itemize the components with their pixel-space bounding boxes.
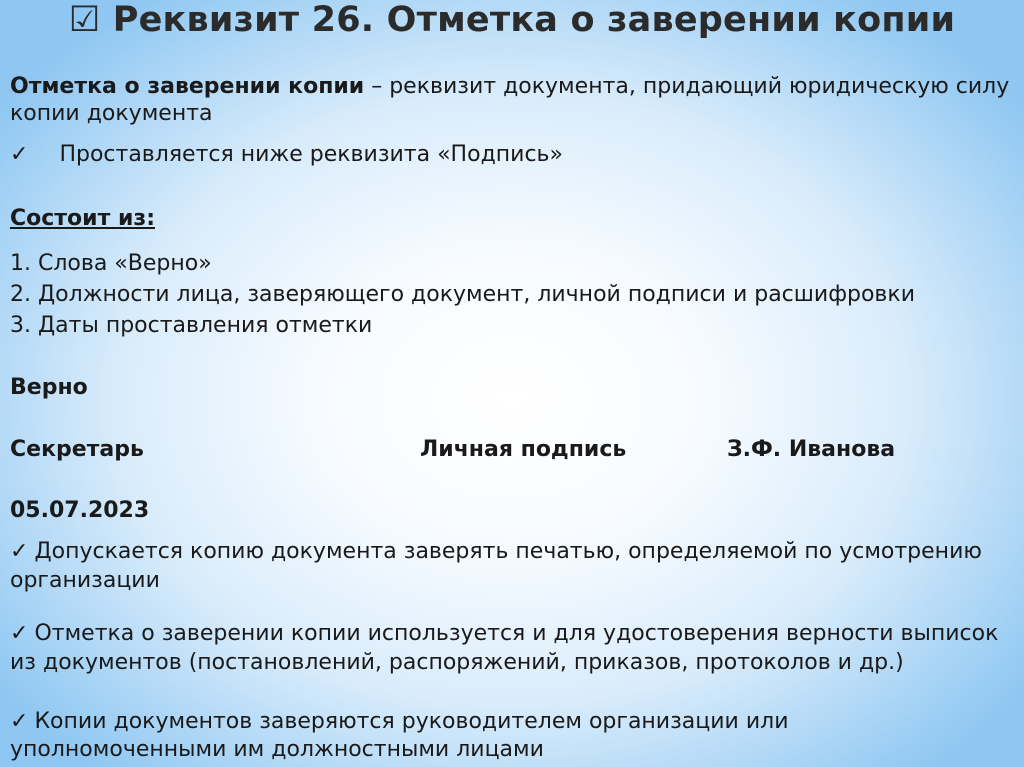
example-verno: Верно <box>10 375 88 400</box>
note-1-text: Допускается копию документа заверять печатью, определяемой по усмотрению <box>34 539 982 564</box>
note-3-text: Копии документов заверяются руководителем организации или <box>34 709 789 734</box>
note-2-text: Отметка о заверении копии используется и для удостоверения верности выписок <box>34 621 999 646</box>
consists-item-3: 3. Даты проставления отметки <box>10 313 373 338</box>
note-3-line-2: уполномоченными им должностными лицами <box>10 737 544 762</box>
check-icon: ✓ <box>10 709 29 734</box>
slide-title-text: Реквизит 26. Отметка о заверении копии <box>112 0 956 40</box>
example-position: Секретарь <box>10 437 144 462</box>
note-2-line-1 <box>10 620 998 647</box>
note-3-line-1 <box>10 708 789 735</box>
consists-item-2: 2. Должности лица, заверяющего документ, личной подписи и расшифровки <box>10 282 915 307</box>
note-2-line-2: из документов (постановлений, распоряжений, приказов, протоколов и др.) <box>10 650 904 675</box>
definition-line-2: копии документа <box>10 101 213 126</box>
check-icon: ✓ <box>10 621 29 646</box>
consists-item-1: 1. Слова «Верно» <box>10 251 212 276</box>
slide-title <box>0 0 1024 40</box>
example-signature: Личная подпись <box>420 437 627 462</box>
checkbox-icon: ☑ <box>68 0 101 40</box>
example-name: З.Ф. Иванова <box>727 437 896 462</box>
note-1-line-1 <box>10 538 982 565</box>
note-1-line-2: организации <box>10 568 160 593</box>
consists-heading: Состоит из: <box>10 206 155 231</box>
definition-line-1 <box>10 73 1009 100</box>
definition-term: Отметка о заверении копии <box>10 74 365 99</box>
definition-rest: – реквизит документа, придающий юридическую силу <box>364 74 1010 99</box>
placement-note <box>10 141 563 168</box>
check-icon: ✓ <box>10 539 29 564</box>
placement-text: Проставляется ниже реквизита «Подпись» <box>59 142 563 167</box>
example-date: 05.07.2023 <box>10 498 150 523</box>
check-icon: ✓ <box>10 142 29 167</box>
